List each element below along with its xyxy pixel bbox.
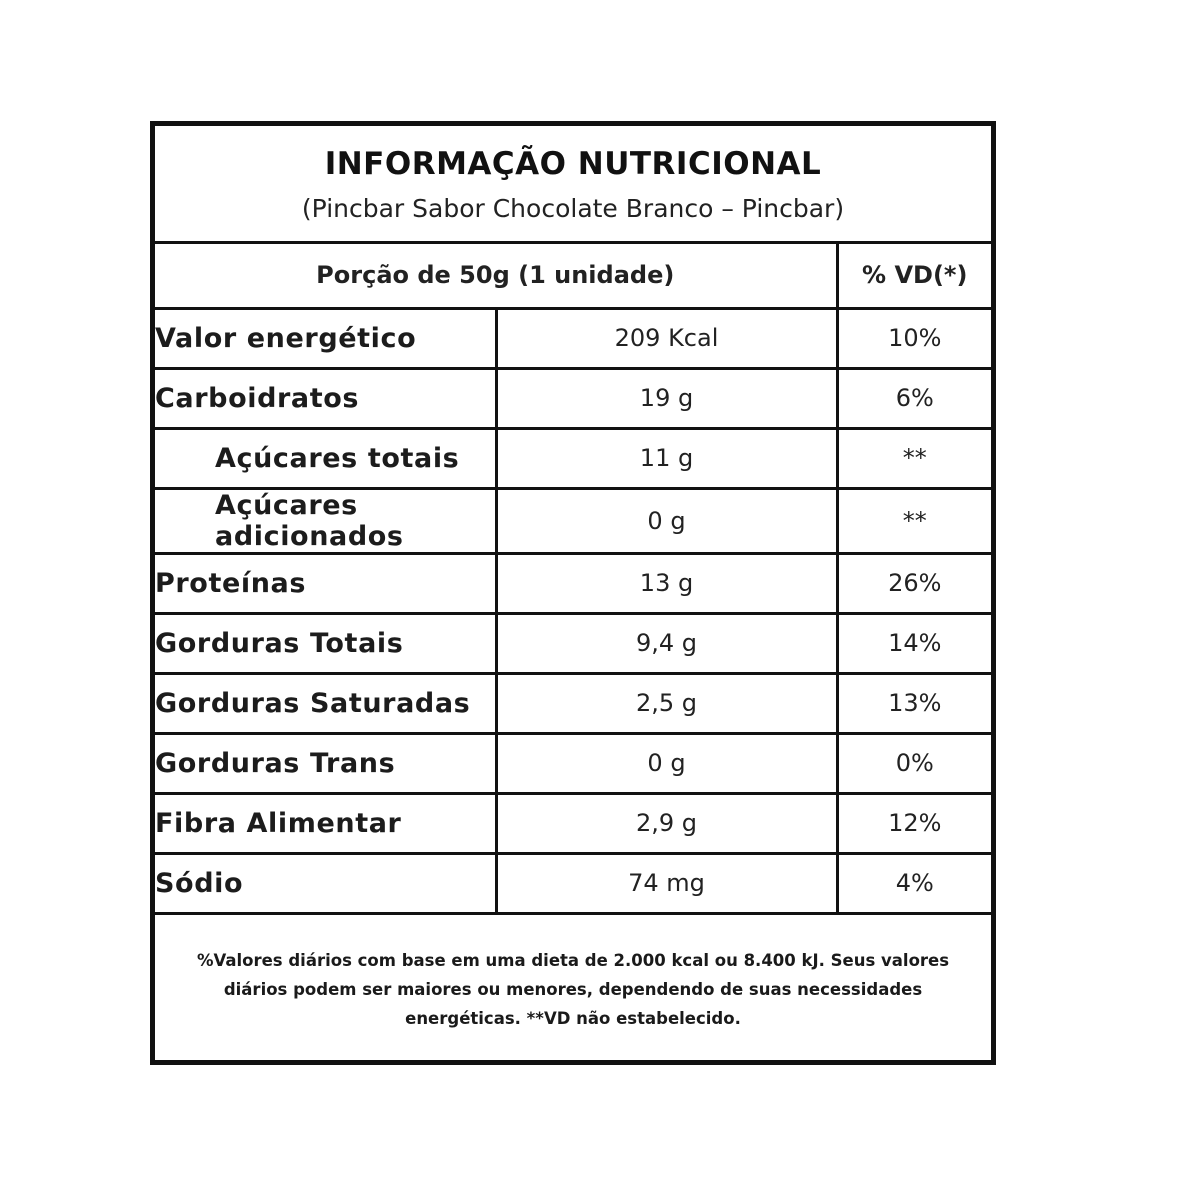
nutrition-label [150,121,996,1065]
table-header-row [155,244,991,308]
nutrient-vd: 14% [837,613,991,673]
nutrient-amount: 19 g [496,368,837,428]
label-header [155,126,991,244]
nutrient-amount: 0 g [496,733,837,793]
table-row [155,553,991,613]
nutrient-amount: 2,9 g [496,793,837,853]
nutrient-name: Proteínas [155,553,496,613]
nutrient-vd: 4% [837,853,991,913]
nutrient-amount: 74 mg [496,853,837,913]
label-title: INFORMAÇÃO NUTRICIONAL [324,146,822,182]
table-row [155,853,991,913]
nutrient-vd: ** [837,428,991,488]
nutrient-vd: 10% [837,308,991,368]
table-row [155,428,991,488]
table-row [155,613,991,673]
table-row [155,368,991,428]
portion-header: Porção de 50g (1 unidade) [155,244,837,308]
nutrient-amount: 11 g [496,428,837,488]
nutrient-name: Valor energético [155,308,496,368]
table-row [155,488,991,553]
nutrient-vd: 6% [837,368,991,428]
table-row [155,308,991,368]
nutrient-vd: 13% [837,673,991,733]
table-row [155,733,991,793]
table-row [155,673,991,733]
nutrient-name: Sódio [155,853,496,913]
nutrient-vd: 26% [837,553,991,613]
nutrient-name: Açúcares totais [155,428,496,488]
vd-header: % VD(*) [837,244,991,308]
nutrient-amount: 209 Kcal [496,308,837,368]
nutrient-name: Gorduras Totais [155,613,496,673]
nutrient-name: Gorduras Saturadas [155,673,496,733]
nutrient-name: Gorduras Trans [155,733,496,793]
nutrient-vd: ** [837,488,991,553]
footnote-text: %Valores diários com base em uma dieta de 2.000 kcal ou 8.400 kJ. Seus valores diários podem ser maiores ou menores, dependendo de suas necessidades energéticas. **VD não estabelecido. [196,951,950,1028]
nutrition-table [155,244,991,915]
product-subtitle: (Pincbar Sabor Chocolate Branco – Pincbar) [301,194,845,223]
nutrient-amount: 9,4 g [496,613,837,673]
nutrient-name: Fibra Alimentar [155,793,496,853]
nutrient-amount: 0 g [496,488,837,553]
nutrient-amount: 13 g [496,553,837,613]
nutrient-name: Açúcares adicionados [155,488,496,553]
table-row [155,793,991,853]
nutrient-vd: 12% [837,793,991,853]
nutrient-name: Carboidratos [155,368,496,428]
nutrient-vd: 0% [837,733,991,793]
nutrient-amount: 2,5 g [496,673,837,733]
